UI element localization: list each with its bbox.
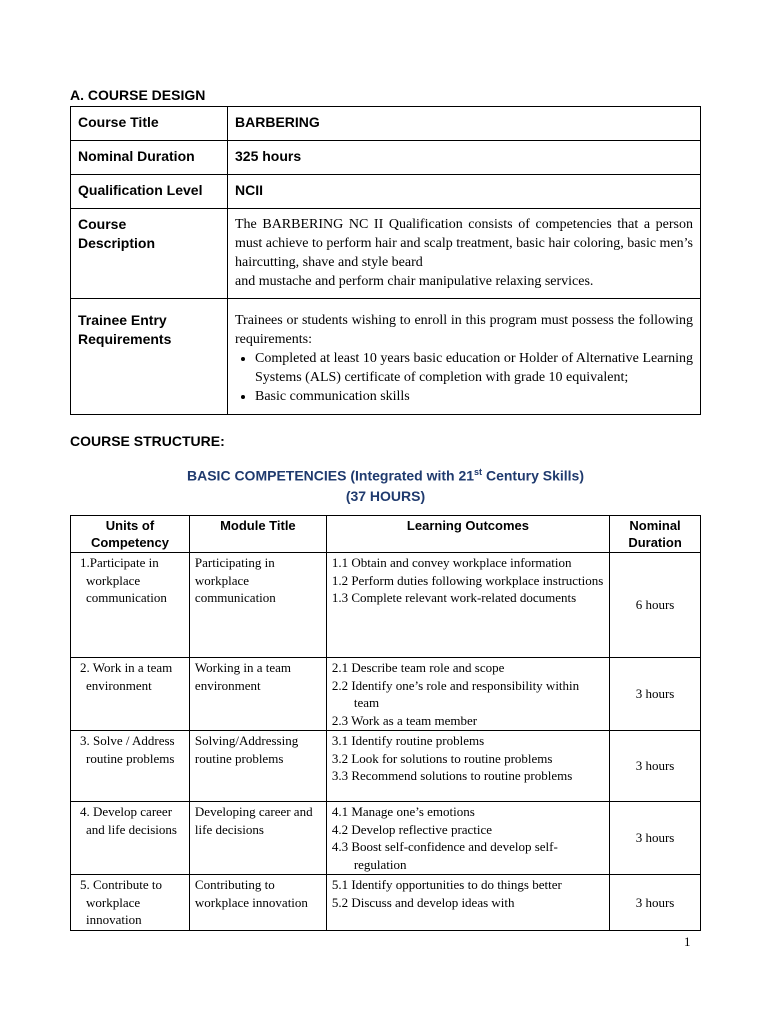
description-row <box>71 209 701 299</box>
table-row <box>71 553 701 658</box>
structure-heading: COURSE STRUCTURE: <box>70 433 225 449</box>
course-design-table <box>70 106 701 415</box>
entry-item: • Basic communication skills <box>255 387 693 406</box>
outcome-item: 2.2 Identify one’s role and responsibility within team <box>331 677 580 710</box>
duration-cell: 3 hours <box>610 731 701 802</box>
unit-cell: 1.Participate in workplace communication <box>71 553 190 658</box>
qualification-value: NCII <box>228 175 701 209</box>
unit-cell: 3. Solve / Address routine problems <box>71 731 190 802</box>
table-row <box>71 802 701 875</box>
qualification-label: Qualification Level <box>71 175 228 209</box>
description-label-line-2: Description <box>78 235 156 251</box>
module-cell: Solving/Addressing routine problems <box>189 731 326 802</box>
table-row <box>71 875 701 931</box>
duration-cell: 3 hours <box>610 658 701 731</box>
basic-hours: (37 HOURS) <box>345 487 426 504</box>
entry-row <box>71 299 701 415</box>
header-outcomes: Learning Outcomes <box>326 516 609 553</box>
outcome-item: 3.3 Recommend solutions to routine problems <box>331 768 573 783</box>
basic-title-line <box>70 462 701 486</box>
outcomes-cell <box>326 658 609 731</box>
duration-row <box>71 141 701 175</box>
basic-competencies-title <box>70 462 701 506</box>
table-row <box>71 658 701 731</box>
outcome-item: 3.1 Identify routine problems <box>331 733 485 748</box>
basic-title-sup: st <box>474 467 483 477</box>
module-cell: Contributing to workplace innovation <box>189 875 326 931</box>
table-row <box>71 731 701 802</box>
description-text-1: The BARBERING NC II Qualification consists of competencies that a person must achieve to perform hair and scalp treatment, basic hair coloring, basic men’s haircutting, shave and style beard <box>235 217 693 270</box>
outcome-item: 5.2 Discuss and develop ideas with <box>331 894 515 910</box>
header-units: Units of Competency <box>71 516 190 553</box>
outcome-item: 5.1 Identify opportunities to do things better <box>331 877 562 892</box>
entry-item: • Completed at least 10 years basic education or Holder of Alternative Learning Systems (ALS) certificate of completion with grade 10 equivalent; <box>255 349 693 387</box>
description-label <box>71 209 228 299</box>
module-cell: Developing career and life decisions <box>189 802 326 875</box>
course-title-row <box>71 107 701 141</box>
outcome-item: 1.3 Complete relevant work-related documents <box>331 590 577 605</box>
outcome-item: 4.3 Boost self-confidence and develop self-regulation <box>331 839 558 872</box>
unit-cell: 4. Develop career and life decisions <box>71 802 190 875</box>
outcome-item: 1.2 Perform duties following workplace instructions <box>331 572 604 588</box>
entry-intro: Trainees or students wishing to enroll in this program must possess the following requirements: <box>235 313 693 347</box>
outcome-item: 2.1 Describe team role and scope <box>331 660 505 675</box>
module-cell: Participating in workplace communication <box>189 553 326 658</box>
entry-list <box>235 349 693 406</box>
outcomes-cell <box>326 553 609 658</box>
unit-cell: 2. Work in a team environment <box>71 658 190 731</box>
course-title-label: Course Title <box>71 107 228 141</box>
table-header-row <box>71 516 701 553</box>
section-heading: A. COURSE DESIGN <box>70 87 206 103</box>
description-label-line-1: Course <box>78 216 127 232</box>
page-number: 1 <box>684 934 691 949</box>
description-value <box>228 209 701 299</box>
outcomes-cell <box>326 875 609 931</box>
entry-label <box>71 299 228 415</box>
duration-value: 325 hours <box>228 141 701 175</box>
outcomes-cell <box>326 731 609 802</box>
outcomes-cell <box>326 802 609 875</box>
outcome-item: 1.1 Obtain and convey workplace information <box>331 555 572 570</box>
module-cell: Working in a team environment <box>189 658 326 731</box>
basic-title-part-2: Century Skills) <box>482 467 584 484</box>
header-module: Module Title <box>189 516 326 553</box>
outcome-item: 4.1 Manage one’s emotions <box>331 804 475 819</box>
competency-table <box>70 515 701 931</box>
outcome-item: 3.2 Look for solutions to routine problems <box>331 750 553 766</box>
duration-cell: 6 hours <box>610 553 701 658</box>
duration-label: Nominal Duration <box>71 141 228 175</box>
entry-value <box>228 299 701 415</box>
header-duration: Nominal Duration <box>610 516 701 553</box>
outcome-item: 2.3 Work as a team member <box>331 712 478 728</box>
unit-cell: 5. Contribute to workplace innovation <box>71 875 190 931</box>
entry-label-line-2: Requirements <box>78 331 172 347</box>
outcome-item: 4.2 Develop reflective practice <box>331 821 493 837</box>
course-title-value: BARBERING <box>228 107 701 141</box>
basic-title-part-1: BASIC COMPETENCIES (Integrated with 21 <box>187 467 475 484</box>
description-text-2: and mustache and perform chair manipulative relaxing services. <box>235 274 594 289</box>
qualification-row <box>71 175 701 209</box>
duration-cell: 3 hours <box>610 875 701 931</box>
duration-cell: 3 hours <box>610 802 701 875</box>
entry-label-line-1: Trainee Entry <box>78 312 167 328</box>
